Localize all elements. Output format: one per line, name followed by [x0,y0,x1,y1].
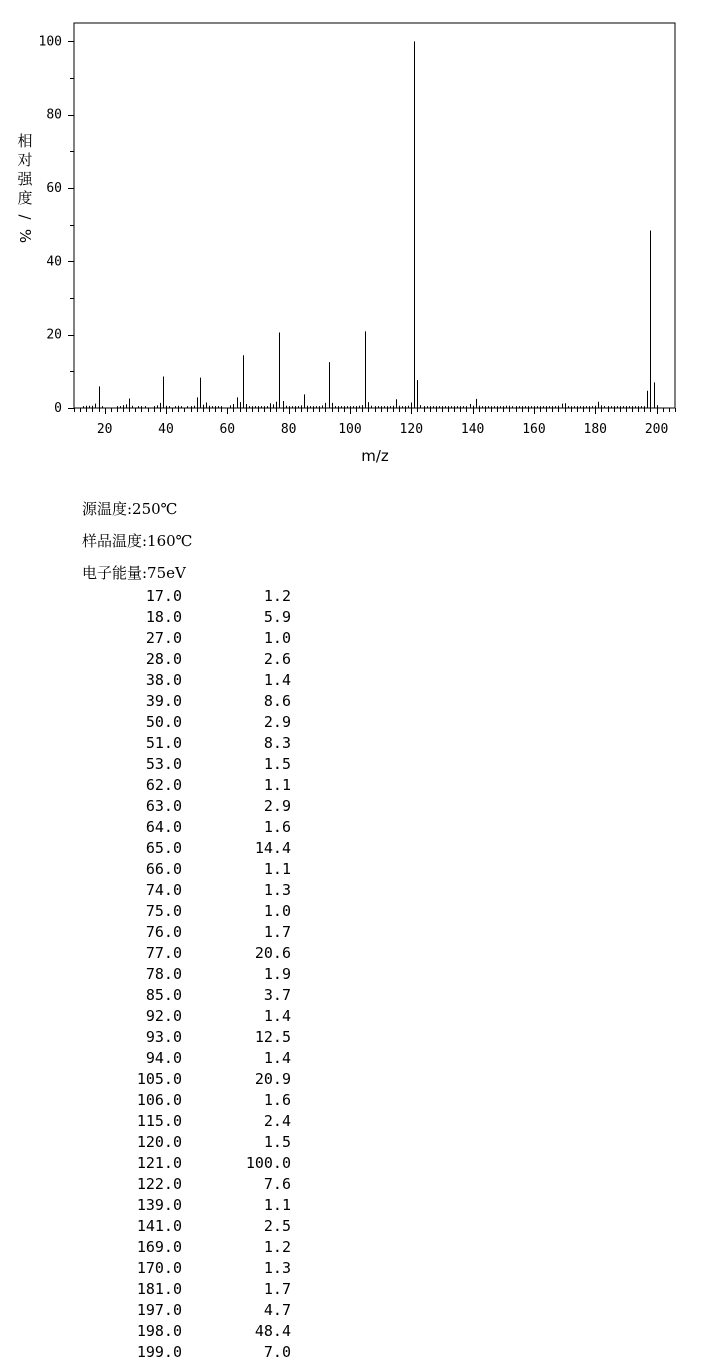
y-axis-title-char: % [16,228,34,244]
y-axis-title-char: 度 [17,189,33,207]
table-row [100,775,291,796]
table-row [100,607,291,628]
table-row [100,586,291,607]
table-row [100,1300,291,1321]
table-row [100,649,291,670]
intensity-value: 1.4 [263,1049,291,1067]
table-row [100,1006,291,1027]
table-row [100,1321,291,1342]
table-row [100,1279,291,1300]
mz-value: 141.0 [136,1217,182,1235]
table-row [100,922,291,943]
intensity-value: 14.4 [254,839,291,857]
table-row [100,1048,291,1069]
mz-value: 66.0 [145,860,182,878]
mz-value: 17.0 [145,587,182,605]
intensity-value: 1.6 [263,818,291,836]
x-tick-label: 40 [158,422,174,437]
mz-value: 62.0 [145,776,182,794]
intensity-value: 1.1 [263,860,291,878]
table-row [100,1090,291,1111]
mz-value: 139.0 [136,1196,182,1214]
x-tick-label: 160 [522,422,546,437]
mz-value: 120.0 [136,1133,182,1151]
intensity-value: 3.7 [263,986,291,1004]
table-row [100,1069,291,1090]
measurement-conditions [82,493,192,589]
sample-temperature: 样品温度:160℃ [82,532,193,550]
table-row [100,901,291,922]
intensity-value: 5.9 [263,608,291,626]
mz-value: 106.0 [136,1091,182,1109]
intensity-value: 1.1 [263,1196,291,1214]
table-row [100,712,291,733]
peaks-layer [84,41,658,408]
intensity-value: 1.2 [263,1238,291,1256]
mz-value: 105.0 [136,1070,182,1088]
x-axis [75,408,676,437]
intensity-value: 4.7 [263,1301,291,1319]
mz-value: 198.0 [136,1322,182,1340]
x-tick-label: 120 [399,422,424,437]
mz-value: 28.0 [145,650,182,668]
intensity-value: 2.9 [263,797,291,815]
table-row [100,817,291,838]
intensity-value: 2.6 [263,650,291,668]
x-tick-label: 20 [96,422,113,437]
table-row [100,1342,291,1363]
mz-value: 51.0 [145,734,182,752]
mass-spectrum-chart [0,0,709,475]
peak-table [100,586,291,1363]
intensity-value: 1.2 [263,587,291,605]
intensity-value: 1.5 [263,1133,291,1151]
mz-value: 94.0 [145,1049,182,1067]
mz-value: 85.0 [145,986,182,1004]
x-tick-label: 140 [460,422,485,437]
mz-value: 76.0 [145,923,182,941]
mz-value: 63.0 [145,797,182,815]
mz-value: 75.0 [145,902,182,920]
intensity-value: 2.9 [263,713,291,731]
intensity-value: 1.6 [263,1091,291,1109]
mz-value: 199.0 [136,1343,182,1361]
table-row [100,796,291,817]
mz-value: 50.0 [145,713,182,731]
mz-value: 65.0 [145,839,182,857]
y-axis-title [16,132,34,243]
table-row [100,1216,291,1237]
intensity-value: 7.0 [263,1343,291,1361]
intensity-value: 48.4 [254,1322,291,1340]
mz-value: 74.0 [145,881,182,899]
intensity-value: 20.6 [254,944,291,962]
intensity-value: 7.6 [263,1175,291,1193]
table-row [100,1027,291,1048]
y-axis-title-char: 相 [17,132,33,150]
mz-value: 64.0 [145,818,182,836]
mz-value: 27.0 [145,629,182,647]
table-row [100,943,291,964]
table-row [100,859,291,880]
intensity-value: 8.6 [263,692,291,710]
intensity-value: 2.4 [263,1112,291,1130]
table-row [100,628,291,649]
table-row [100,1132,291,1153]
y-tick-label: 60 [46,181,62,196]
x-tick-label: 180 [583,422,608,437]
intensity-value: 2.5 [263,1217,291,1235]
x-tick-label: 60 [219,422,236,437]
table-row [100,691,291,712]
mz-value: 121.0 [136,1154,182,1172]
y-axis-title-char: / [16,214,34,220]
table-row [100,670,291,691]
mz-value: 53.0 [145,755,182,773]
y-tick-label: 40 [46,254,62,270]
x-tick-label: 100 [338,422,362,437]
table-row [100,1153,291,1174]
table-row [100,985,291,1006]
y-tick-label: 20 [46,327,62,343]
intensity-value: 1.5 [263,755,291,773]
intensity-value: 8.3 [263,734,291,752]
mz-value: 78.0 [145,965,182,983]
plot-frame [74,23,675,408]
mz-value: 93.0 [145,1028,182,1046]
mz-value: 18.0 [145,608,182,626]
intensity-value: 1.7 [263,1280,291,1298]
source-temperature: 源温度:250℃ [82,500,178,518]
table-row [100,733,291,754]
intensity-value: 1.1 [263,776,291,794]
table-row [100,880,291,901]
intensity-value: 100.0 [245,1154,291,1172]
y-axis-title-char: 强 [17,170,33,188]
mz-value: 197.0 [136,1301,182,1319]
mz-value: 169.0 [136,1238,182,1256]
intensity-value: 1.0 [263,902,291,920]
mz-value: 115.0 [136,1112,182,1130]
table-row [100,1237,291,1258]
table-row [100,1258,291,1279]
intensity-value: 1.0 [263,629,291,647]
intensity-value: 1.3 [263,1259,291,1277]
mz-value: 39.0 [145,692,182,710]
intensity-value: 20.9 [254,1070,291,1088]
y-tick-label: 100 [38,34,62,50]
x-tick-label: 200 [644,422,669,437]
electron-energy: 电子能量:75eV [82,564,186,582]
table-row [100,1111,291,1132]
table-row [100,1174,291,1195]
mz-value: 170.0 [136,1259,182,1277]
y-tick-label: 0 [54,401,62,416]
table-row [100,838,291,859]
mz-value: 181.0 [136,1280,182,1298]
intensity-value: 1.7 [263,923,291,941]
mz-value: 77.0 [145,944,182,962]
y-tick-label: 80 [46,107,62,123]
intensity-value: 1.4 [263,671,291,689]
mz-value: 122.0 [136,1175,182,1193]
y-axis [39,34,74,416]
table-row [100,754,291,775]
x-tick-label: 80 [280,422,297,437]
y-axis-title-char: 对 [17,151,33,169]
table-row [100,1195,291,1216]
x-axis-title: m/z [361,447,389,465]
intensity-value: 12.5 [254,1028,291,1046]
mz-value: 92.0 [145,1007,182,1025]
intensity-value: 1.3 [263,881,291,899]
mz-value: 38.0 [145,671,182,689]
table-row [100,964,291,985]
intensity-value: 1.9 [263,965,291,983]
intensity-value: 1.4 [263,1007,291,1025]
